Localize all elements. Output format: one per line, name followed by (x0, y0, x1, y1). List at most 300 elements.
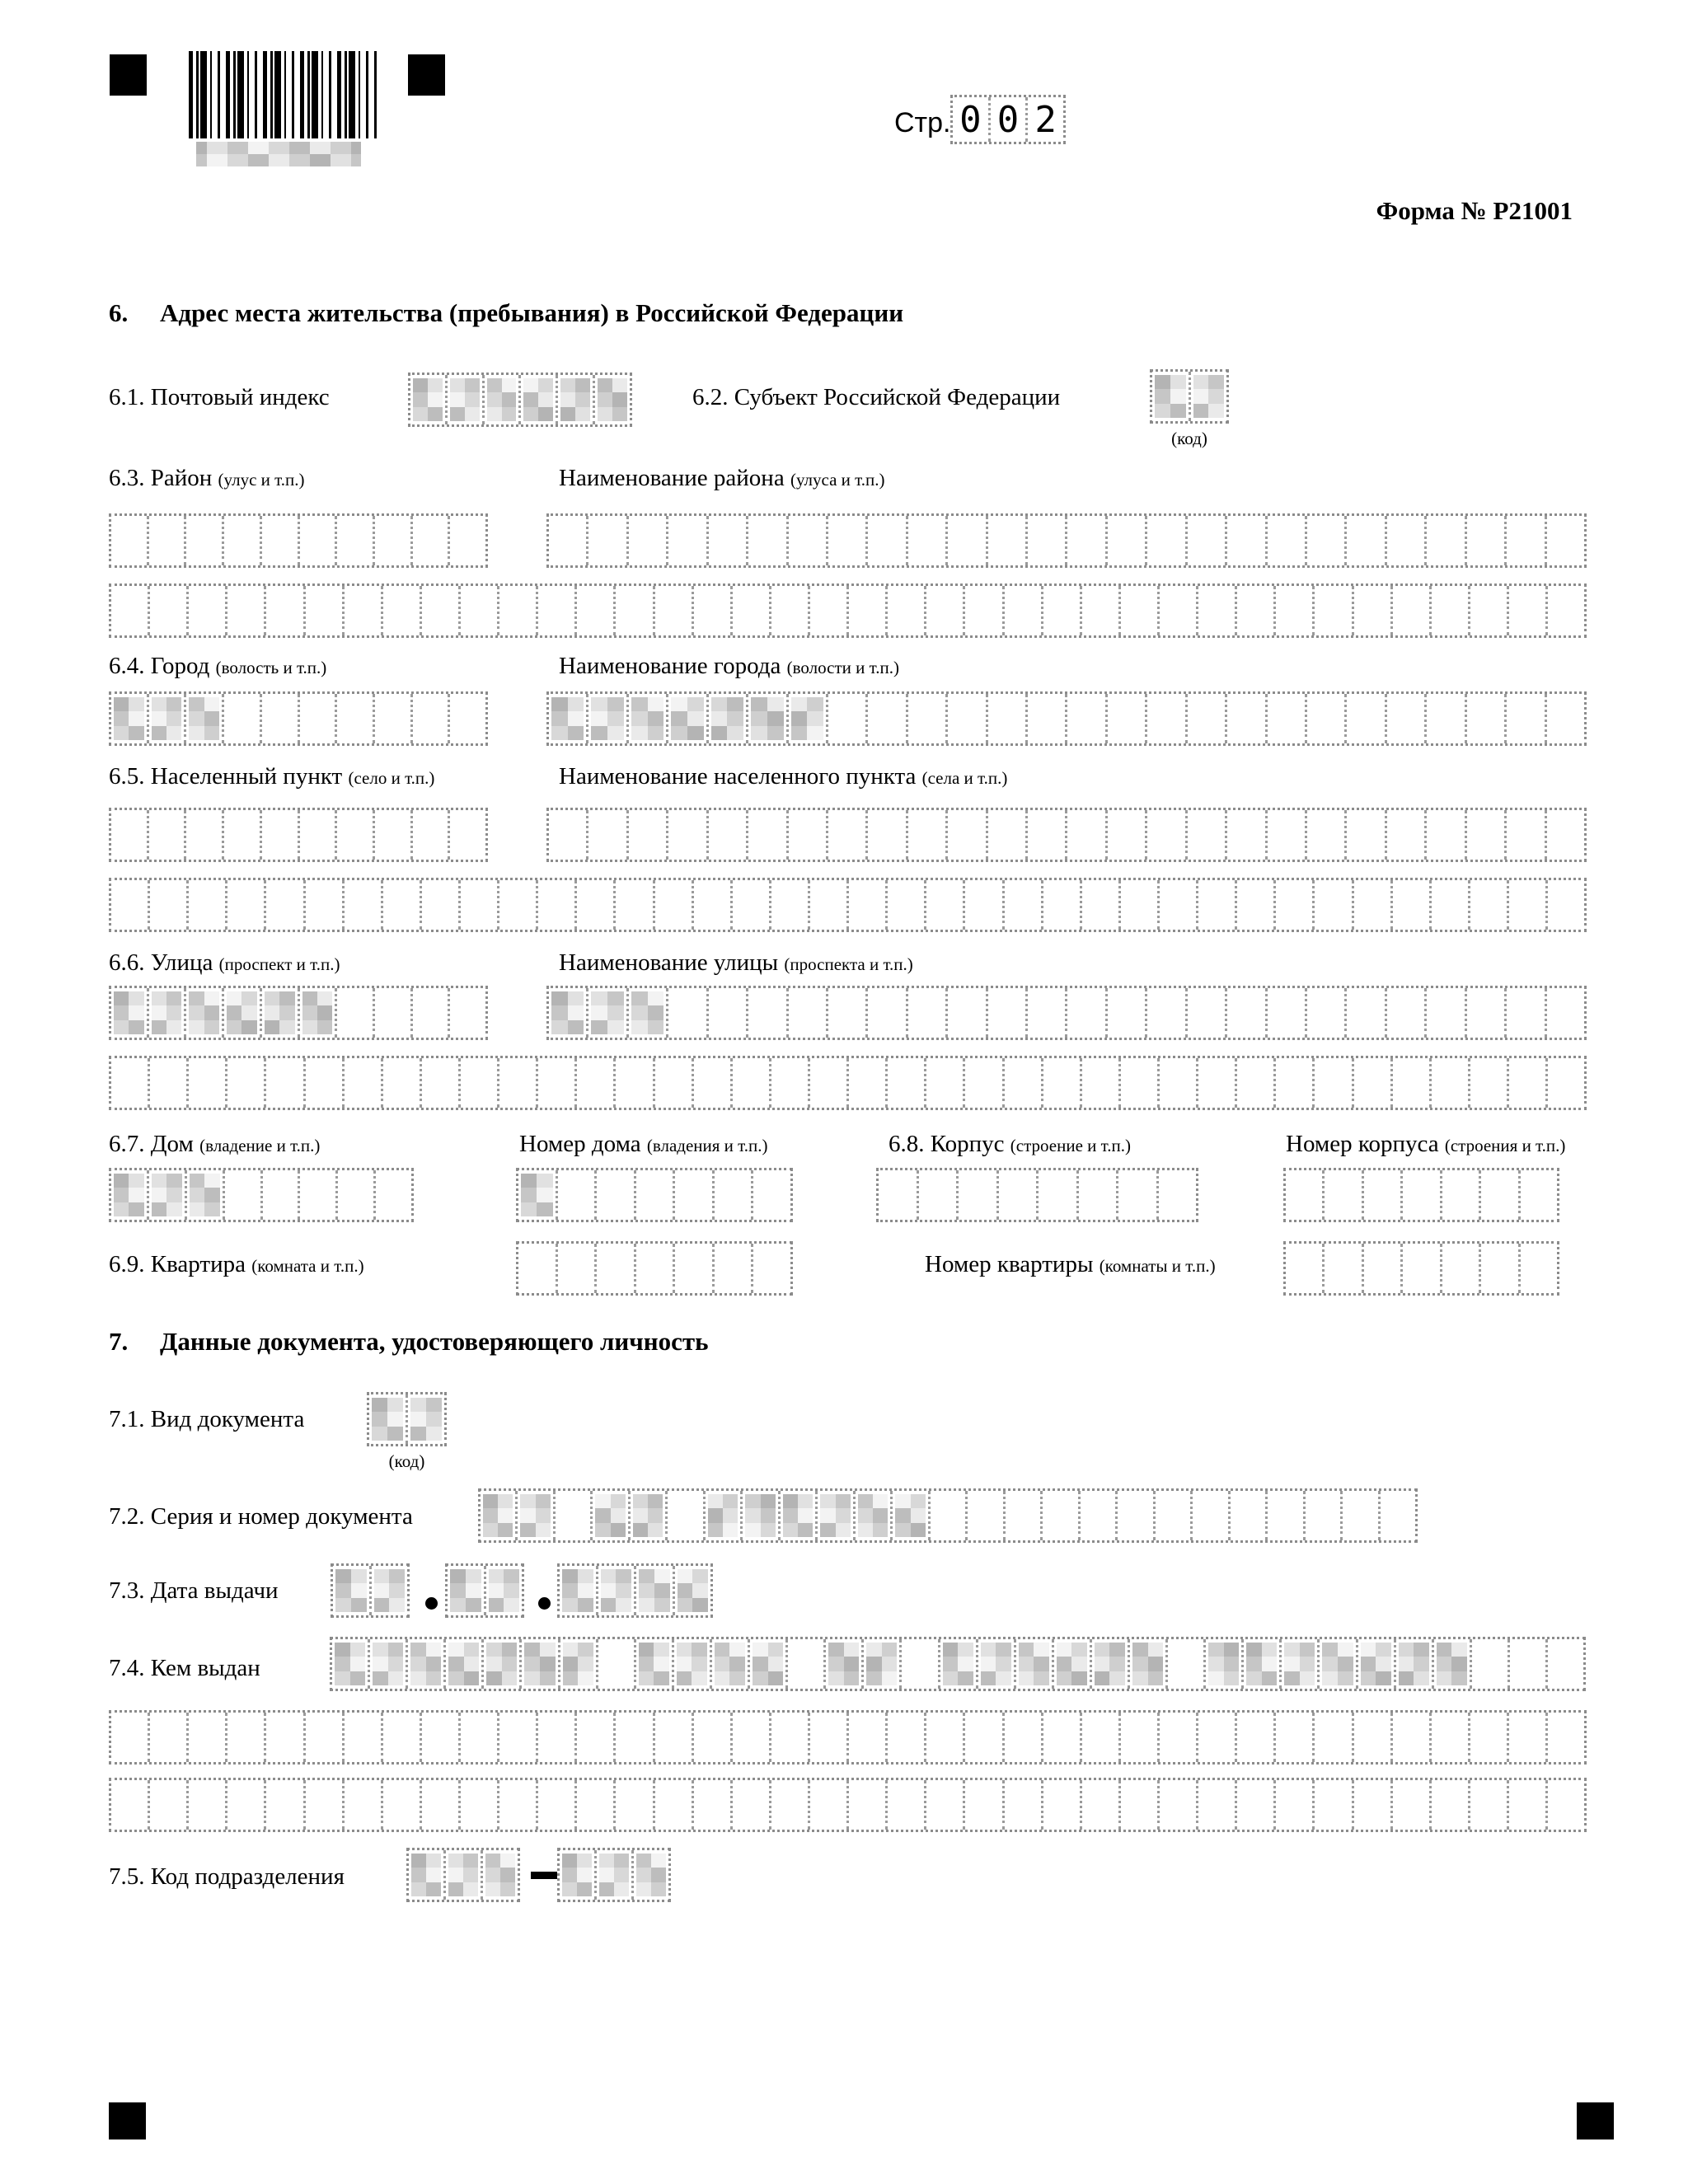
redacted-value (1246, 1643, 1277, 1685)
grid-cell (1265, 516, 1305, 565)
grid-cell (692, 880, 730, 930)
grid-cell (1507, 1639, 1545, 1689)
grid-cell (1196, 880, 1235, 930)
grid-cell (928, 1491, 965, 1540)
grid-cell (1041, 880, 1080, 930)
grid-cell (996, 1170, 1037, 1220)
grid-cell (225, 1713, 264, 1762)
grid-cell (186, 1780, 225, 1830)
barcode (189, 51, 377, 138)
grid-cell (373, 516, 410, 565)
grid-cell (1465, 810, 1504, 860)
redacted-value (791, 697, 823, 740)
grid-cell (1507, 586, 1545, 635)
grid-cell (1185, 988, 1225, 1038)
grid-cell (626, 694, 666, 743)
field-6-1-label: 6.1. Почтовый индекс (109, 384, 330, 410)
grid-cell (225, 586, 264, 635)
redacted-value (190, 1174, 220, 1216)
grid-cell (613, 880, 652, 930)
grid-cell (237, 142, 258, 166)
grid-cell (1105, 694, 1145, 743)
redacted-value (671, 697, 703, 740)
grid-cell (1040, 1491, 1077, 1540)
grid-cell (260, 810, 298, 860)
grid-cell (846, 586, 885, 635)
grid-cell (963, 880, 1001, 930)
grid-cell (186, 1058, 225, 1108)
grid-cell (1080, 880, 1118, 930)
grid-cell (1352, 1713, 1390, 1762)
grid-cell (769, 1780, 808, 1830)
grid-cell (826, 516, 865, 565)
field-6-9-name-label: Номер квартиры (комнаты и т.п.) (925, 1251, 1216, 1277)
grid-cell (786, 694, 826, 743)
redacted-value (562, 1569, 593, 1612)
redacted-value (563, 1643, 593, 1685)
redacted-value (410, 1398, 442, 1441)
grid-cell (1479, 1244, 1517, 1293)
grid-cell (458, 1058, 497, 1108)
grid-cell (1273, 1058, 1312, 1108)
grid-cell (481, 1639, 519, 1689)
grid-cell (1378, 1491, 1415, 1540)
grid-cell (1196, 1780, 1235, 1830)
grid-cell (1128, 1639, 1165, 1689)
street-name-field (546, 986, 1587, 1040)
grid-cell (260, 516, 298, 565)
grid-cell (1041, 1058, 1080, 1108)
grid-cell (1265, 1491, 1302, 1540)
grid-cell (885, 1058, 924, 1108)
grid-cell (906, 810, 945, 860)
section-6-title: Адрес места жительства (пребывания) в Российской Федерации (160, 298, 904, 327)
grid-cell (1545, 880, 1584, 930)
grid-cell (1157, 880, 1196, 930)
grid-cell (1273, 586, 1312, 635)
grid-cell (666, 810, 706, 860)
page-word: Стр. (894, 107, 951, 138)
grid-cell (1225, 516, 1264, 565)
grid-cell (518, 1244, 556, 1293)
grid-cell (556, 1244, 595, 1293)
grid-cell (148, 1058, 186, 1108)
grid-cell (846, 1780, 885, 1830)
grid-cell (560, 1850, 594, 1900)
grid-cell (1305, 810, 1344, 860)
grid-cell (1225, 988, 1264, 1038)
grid-cell (613, 1713, 652, 1762)
grid-cell (1362, 1244, 1400, 1293)
issue-date-month-field (445, 1563, 524, 1618)
grid-cell (373, 988, 410, 1038)
grid-cell (260, 694, 298, 743)
grid-cell (1424, 810, 1464, 860)
building-type-field (876, 1168, 1198, 1222)
grid-cell (703, 1491, 740, 1540)
grid-cell (443, 1850, 481, 1900)
grid-cell (1225, 694, 1264, 743)
redacted-value (866, 1643, 897, 1685)
grid-cell (1235, 1713, 1273, 1762)
grid-cell (342, 880, 381, 930)
grid-cell (924, 1780, 963, 1830)
grid-cell (1468, 1713, 1507, 1762)
grid-cell (1265, 810, 1305, 860)
field-6-7-label: 6.7. Дом (владение и т.п.) (109, 1131, 321, 1157)
redacted-value (1284, 1643, 1315, 1685)
grid-cell (342, 1713, 381, 1762)
grid-cell (1065, 810, 1104, 860)
grid-cell (769, 586, 808, 635)
grid-cell (594, 1170, 634, 1220)
redacted-value (981, 1643, 1011, 1685)
grid-cell (710, 1639, 748, 1689)
grid-cell (1545, 516, 1584, 565)
grid-cell (298, 810, 335, 860)
grid-cell (963, 1713, 1001, 1762)
redacted-value (320, 142, 340, 166)
grid-cell (786, 988, 826, 1038)
grid-cell (1440, 1244, 1479, 1293)
grid-cell (786, 516, 826, 565)
grid-cell (1390, 586, 1429, 635)
grid-cell (410, 694, 448, 743)
grid-cell (1002, 880, 1041, 930)
grid-cell (1545, 1780, 1584, 1830)
grid-cell (1518, 1170, 1557, 1220)
building-number-field (1283, 1168, 1559, 1222)
grid-cell (956, 1170, 996, 1220)
redacted-value (599, 1854, 629, 1896)
grid-cell (111, 586, 148, 635)
grid-cell (1507, 880, 1545, 930)
grid-cell (147, 694, 185, 743)
grid-cell: 0 (959, 98, 982, 141)
grid-cell (586, 694, 626, 743)
grid-cell (381, 586, 420, 635)
grid-cell (303, 1713, 342, 1762)
grid-cell (924, 880, 963, 930)
redacted-value (152, 991, 182, 1034)
redacted-value (828, 1643, 859, 1685)
grid-cell (1203, 1639, 1241, 1689)
grid-cell (1545, 1713, 1584, 1762)
grid-cell (1196, 1058, 1235, 1108)
grid-cell (443, 1639, 481, 1689)
grid-cell (748, 1639, 785, 1689)
grid-cell (586, 988, 626, 1038)
grid-cell (536, 1713, 574, 1762)
grid-cell (706, 810, 746, 860)
grid-cell (778, 1491, 815, 1540)
redacted-value (562, 1854, 592, 1896)
grid-cell (1014, 1639, 1052, 1689)
district-name-field (546, 513, 1587, 568)
redacted-value (678, 1569, 709, 1612)
grid-cell (148, 1713, 186, 1762)
grid-cell (746, 988, 785, 1038)
grid-cell (279, 142, 299, 166)
redacted-value (372, 1398, 403, 1441)
grid-cell (590, 1491, 627, 1540)
grid-cell (560, 1566, 596, 1615)
issue-date-year-field (557, 1563, 713, 1618)
form-number: Форма № Р21001 (1376, 196, 1573, 225)
grid-cell (458, 586, 497, 635)
redacted-value (591, 697, 623, 740)
grid-cell (1352, 586, 1390, 635)
grid-cell (1002, 1713, 1041, 1762)
grid-cell (1390, 880, 1429, 930)
corner-mark-bottom-left (109, 2102, 146, 2139)
grid-cell (1465, 516, 1504, 565)
grid-cell (885, 586, 924, 635)
grid-cell (222, 694, 260, 743)
grid-cell (264, 1780, 302, 1830)
grid-cell (963, 1780, 1001, 1830)
grid-cell (1385, 988, 1424, 1038)
grid-cell (1080, 1713, 1118, 1762)
grid-cell (1196, 1713, 1235, 1762)
grid-cell (653, 880, 692, 930)
grid-cell (111, 1058, 148, 1108)
field-6-5-name-label: Наименование населенного пункта (села и т.п.) (559, 763, 1008, 790)
grid-cell (1002, 1780, 1041, 1830)
flat-number-field (1283, 1241, 1559, 1296)
redacted-value (411, 1854, 441, 1896)
grid-cell (1545, 1639, 1583, 1689)
grid-cell (1352, 880, 1390, 930)
grid-cell (1312, 1780, 1351, 1830)
field-6-2-label: 6.2. Субъект Российской Федерации (692, 384, 1061, 410)
field-6-6-label: 6.6. Улица (проспект и т.п.) (109, 949, 340, 976)
grid-cell (184, 516, 222, 565)
grid-cell (634, 1566, 673, 1615)
grid-cell (586, 810, 626, 860)
grid-cell (1468, 1058, 1507, 1108)
redacted-value (265, 991, 295, 1034)
grid-cell (381, 1713, 420, 1762)
grid-cell (111, 810, 147, 860)
grid-cell (1305, 516, 1344, 565)
grid-cell (706, 988, 746, 1038)
grid-cell (730, 586, 769, 635)
grid-cell (148, 1780, 186, 1830)
grid-cell (965, 1491, 1002, 1540)
grid-cell (1518, 1244, 1557, 1293)
grid-cell (865, 988, 905, 1038)
grid-cell (1105, 988, 1145, 1038)
redacted-value (1361, 1643, 1391, 1685)
grid-cell (653, 1780, 692, 1830)
grid-cell (1507, 1058, 1545, 1108)
redacted-value (486, 1643, 517, 1685)
grid-cell (342, 586, 381, 635)
grid-cell (1153, 1491, 1190, 1540)
field-6-6-name-label: Наименование улицы (проспекта и т.п.) (559, 949, 913, 976)
redacted-value (745, 1494, 775, 1537)
redacted-value (258, 142, 279, 166)
grid-cell (558, 1639, 596, 1689)
grid-cell (184, 694, 222, 743)
grid-cell (613, 1780, 652, 1830)
grid-cell (692, 586, 730, 635)
grid-cell (186, 880, 225, 930)
redacted-value (1437, 1643, 1467, 1685)
grid-cell (335, 694, 373, 743)
grid-cell (536, 1780, 574, 1830)
grid-cell (1065, 694, 1104, 743)
grid-cell (1041, 1713, 1080, 1762)
grid-cell (1235, 1058, 1273, 1108)
grid-cell (808, 1780, 846, 1830)
redacted-value (943, 1643, 973, 1685)
redacted-value (1399, 1643, 1429, 1685)
grid-cell (1080, 1058, 1118, 1108)
grid-cell (1385, 694, 1424, 743)
grid-cell (673, 1244, 712, 1293)
grid-cell (1545, 988, 1584, 1038)
grid-cell (631, 1850, 668, 1900)
grid-cell (1352, 1058, 1390, 1108)
grid-cell (1344, 694, 1384, 743)
division-code-dash (531, 1872, 557, 1879)
grid-cell (1025, 988, 1065, 1038)
grid-cell (420, 1780, 458, 1830)
doc-series-number-field (478, 1488, 1418, 1543)
grid-cell (746, 694, 785, 743)
grid-cell (342, 1058, 381, 1108)
grid-cell (448, 810, 485, 860)
grid-cell (111, 880, 148, 930)
grid-cell (147, 810, 185, 860)
barcode-digits-masked (196, 142, 361, 166)
redacted-value (751, 697, 783, 740)
grid-cell (1465, 988, 1504, 1038)
redacted-value (595, 1494, 625, 1537)
grid-cell (458, 1713, 497, 1762)
subject-code-hint: (код) (1171, 429, 1207, 448)
grid-cell (924, 1058, 963, 1108)
grid-cell (1312, 1713, 1351, 1762)
grid-cell (484, 1566, 523, 1615)
grid-cell (1036, 1170, 1076, 1220)
grid-cell (556, 1170, 595, 1220)
doc-type-code-field (367, 1392, 447, 1446)
grid-cell (1344, 810, 1384, 860)
grid-cell (1145, 988, 1184, 1038)
grid-cell (653, 586, 692, 635)
redacted-value (483, 1494, 513, 1537)
redacted-value (1057, 1643, 1087, 1685)
subject-code-field (1150, 369, 1229, 424)
redacted-value (1322, 1643, 1353, 1685)
grid-cell (147, 516, 185, 565)
grid-cell (1424, 988, 1464, 1038)
grid-cell (1286, 1244, 1322, 1293)
grid-cell (1241, 1639, 1279, 1689)
grid-cell (536, 880, 574, 930)
grid-cell (1116, 1170, 1156, 1220)
redacted-value (227, 991, 257, 1034)
grid-cell (381, 1780, 420, 1830)
grid-cell (260, 1170, 298, 1220)
grid-cell (373, 810, 410, 860)
grid-cell (1390, 1780, 1429, 1830)
grid-cell (712, 1170, 752, 1220)
issued-by-continuation-field-1 (109, 1710, 1587, 1765)
grid-cell (945, 516, 985, 565)
grid-cell (1025, 810, 1065, 860)
house-type-field (109, 1168, 414, 1222)
grid-cell (1504, 694, 1544, 743)
grid-cell (1429, 586, 1468, 635)
grid-cell (1145, 516, 1184, 565)
grid-cell (1424, 516, 1464, 565)
grid-cell (258, 142, 279, 166)
grid-cell (420, 880, 458, 930)
grid-cell (1152, 372, 1189, 421)
grid-cell (1145, 810, 1184, 860)
redacted-value (551, 697, 584, 740)
grid-cell (730, 1058, 769, 1108)
grid-cell (963, 1058, 1001, 1108)
grid-cell (1265, 694, 1305, 743)
grid-cell (1080, 586, 1118, 635)
grid-cell (333, 1566, 369, 1615)
issued-by-field (330, 1637, 1586, 1691)
grid-cell (885, 880, 924, 930)
grid-cell (1157, 586, 1196, 635)
grid-cell (692, 1713, 730, 1762)
field-6-8-label: 6.8. Корпус (строение и т.п.) (889, 1131, 1131, 1157)
field-7-1-label: 7.1. Вид документа (109, 1406, 305, 1432)
redacted-value (633, 1494, 663, 1537)
grid-cell (518, 375, 556, 424)
field-7-4-label: 7.4. Кем выдан (109, 1655, 260, 1681)
grid-cell (340, 142, 361, 166)
grid-cell (746, 516, 785, 565)
grid-cell (1185, 810, 1225, 860)
grid-cell (890, 1491, 927, 1540)
grid-cell (879, 1170, 917, 1220)
field-6-4-label: 6.4. Город (волость и т.п.) (109, 653, 327, 679)
grid-cell (1118, 1058, 1157, 1108)
grid-cell (613, 1058, 652, 1108)
flat-type-field (516, 1241, 793, 1296)
grid-cell (666, 988, 706, 1038)
grid-cell (445, 375, 482, 424)
grid-cell (303, 880, 342, 930)
redacted-value (114, 991, 144, 1034)
grid-cell (549, 694, 586, 743)
redacted-value (1193, 375, 1225, 418)
redacted-value (335, 1643, 365, 1685)
grid-cell (298, 516, 335, 565)
grid-cell (1344, 516, 1384, 565)
grid-cell (148, 880, 186, 930)
grid-cell (1228, 1491, 1265, 1540)
grid-cell (223, 1170, 260, 1220)
grid-cell (381, 1058, 420, 1108)
grid-cell (1504, 516, 1544, 565)
date-separator-dot (538, 1597, 551, 1610)
grid-cell (917, 1170, 957, 1220)
grid-cell (593, 375, 630, 424)
grid-cell (730, 1780, 769, 1830)
grid-cell (1025, 516, 1065, 565)
